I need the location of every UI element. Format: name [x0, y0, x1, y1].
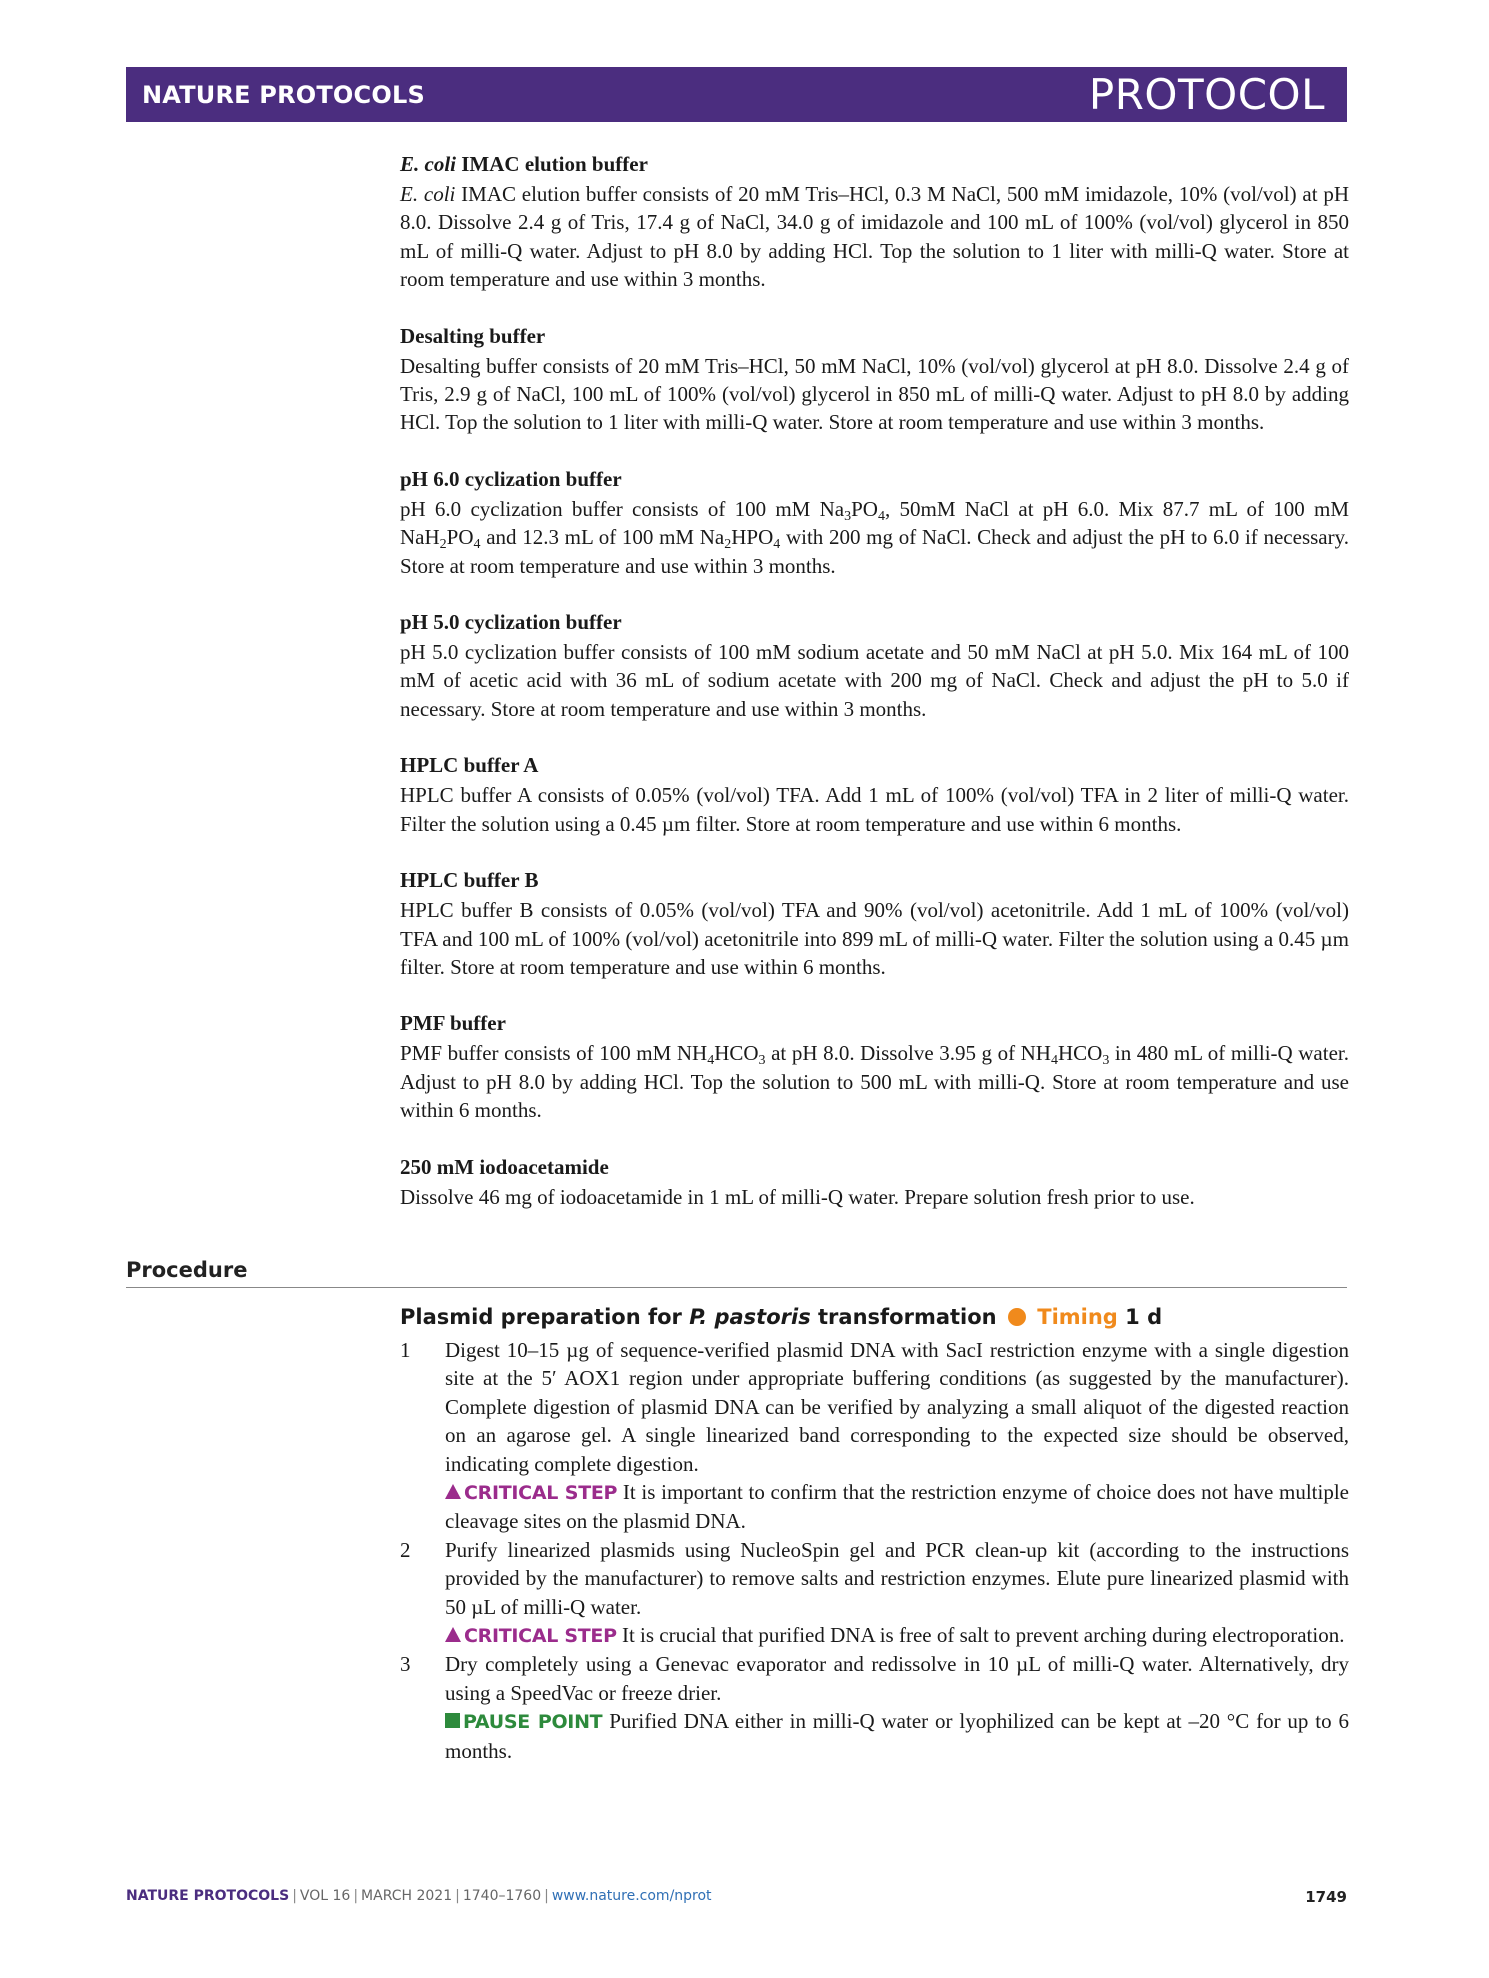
footer-url-link[interactable]: www.nature.com/nprot — [551, 1888, 712, 1904]
critical-note: CRITICAL STEP It is important to confirm that the restriction enzyme of choice does not have multiple cleavage sites on the plasmid DNA. — [445, 1480, 1349, 1534]
procedure-steps — [400, 1336, 1349, 1765]
journal-name: NATURE PROTOCOLS — [142, 80, 425, 109]
reagent-title: pH 5.0 cyclization buffer — [400, 610, 622, 635]
procedure-step — [400, 1650, 1349, 1765]
reagent-title: HPLC buffer A — [400, 753, 539, 778]
warning-triangle-icon — [445, 1627, 461, 1642]
journal-banner — [126, 67, 1347, 122]
article-type: PROTOCOL — [1088, 70, 1325, 119]
reagent-body: Dissolve 46 mg of iodoacetamide in 1 mL of milli-Q water. Prepare solution fresh prior to use. — [400, 1184, 1195, 1209]
reagent-body: E. coli IMAC elution buffer consists of 20 mM Tris–HCl, 0.3 M NaCl, 500 mM imidazole, 10% (vol/vol) at pH 8.0. Dissolve 2.4 g of Tris, 17.4 g of NaCl, 34.0 g of imidazole and 100 mL of 100% (vol/vol) glycerol in 850 mL of milli-Q water. Adjust to pH 8.0 by adding HCl. Top the solution to 1 liter with milli-Q water. Store at room temperature and use within 3 months. — [400, 182, 1349, 292]
reagent-item — [400, 1153, 1349, 1211]
reagent-item — [400, 150, 1349, 294]
reagent-item — [400, 608, 1349, 723]
warning-triangle-icon — [445, 1484, 461, 1499]
reagent-item — [400, 751, 1349, 838]
pause-note: PAUSE POINT Purified DNA either in milli-Q water or lyophilized can be kept at –20 °C for up to 6 months. — [445, 1709, 1349, 1763]
pause-square-icon — [445, 1713, 460, 1728]
reagent-title: E. coli IMAC elution buffer — [400, 152, 648, 176]
footer-date: MARCH 2021 — [361, 1888, 453, 1904]
timing-icon — [1008, 1308, 1026, 1326]
step-number: 2 — [400, 1537, 411, 1562]
reagent-setup — [400, 150, 1349, 1239]
footer-journal: NATURE PROTOCOLS — [126, 1888, 290, 1904]
reagent-body: pH 6.0 cyclization buffer consists of 100 mM $Na_3PO_4$, 50mM NaCl at pH 6.0. Mix 87.7 mL of 100 mM $NaH_2PO_4$ and 12.3 mL of 100 mM $Na_2HPO_4$ with 200 mg of NaCl. Check and adjust the pH to 6.0 if necessary. Store at room temperature and use within 3 months. — [400, 496, 1350, 578]
critical-note: CRITICAL STEP It is crucial that purified DNA is free of salt to prevent arching during electroporation. — [445, 1621, 1349, 1650]
timing-label: Timing — [1037, 1305, 1118, 1329]
footer-citation: NATURE PROTOCOLS | VOL 16 | MARCH 2021 | 1740–1760 | www.nature.com/nprot — [126, 1888, 712, 1904]
page-number: 1749 — [1305, 1888, 1347, 1906]
reagent-body: HPLC buffer B consists of 0.05% (vol/vol) TFA and 90% (vol/vol) acetonitrile. Add 1 mL of 100% (vol/vol) TFA and 100 mL of 100% (vol/vol) acetonitrile into 899 mL of milli-Q water. Filter the solution using a 0.45 µm filter. Store at room temperature and use within 6 months. — [400, 898, 1349, 979]
reagent-title: pH 6.0 cyclization buffer — [400, 466, 622, 491]
reagent-title: 250 mM iodoacetamide — [400, 1154, 609, 1179]
reagent-title: Desalting buffer — [400, 323, 546, 348]
timing-value: 1 d — [1125, 1305, 1163, 1329]
reagent-item — [400, 322, 1349, 437]
footer-volume: VOL 16 — [299, 1888, 351, 1904]
step-number: 1 — [400, 1338, 411, 1362]
step-text: Dry completely using a Genevac evaporator and redissolve in 10 µL of milli-Q water. Alternatively, dry using a SpeedVac or freeze drier. — [445, 1652, 1349, 1705]
subsection-title: Plasmid preparation for P. pastoris transformation Timing 1 d — [400, 1305, 1163, 1329]
procedure-step — [400, 1536, 1349, 1651]
footer-pages: 1740–1760 — [462, 1888, 542, 1904]
reagent-item — [400, 1009, 1349, 1124]
reagent-title: HPLC buffer B — [400, 868, 539, 893]
reagent-body: HPLC buffer A consists of 0.05% (vol/vol) TFA. Add 1 mL of 100% (vol/vol) TFA in 2 liter of milli-Q water. Filter the solution using a 0.45 µm filter. Store at room temperature and use within 6 months. — [400, 783, 1349, 836]
reagent-body: PMF buffer consists of 100 mM $NH_4HCO_3$ at pH 8.0. Dissolve 3.95 g of $NH_4HCO_3$ in 480 mL of milli-Q water. Adjust to pH 8.0 by adding HCl. Top the solution to 500 mL with milli-Q. Store at room temperature and use within 6 months. — [400, 1041, 1349, 1123]
step-text: Digest 10–15 µg of sequence-verified plasmid DNA with SacI restriction enzyme with a single digestion site at the 5′ AOX1 region under appropriate buffering conditions (as suggested by the manufacturer). Complete digestion of plasmid DNA can be verified by analyzing a small aliquot of the digested reaction on an agarose gel. A single linearized band corresponding to the expected size should be observed, indicating complete digestion. — [445, 1338, 1349, 1476]
reagent-title: PMF buffer — [400, 1011, 506, 1036]
step-text: Purify linearized plasmids using NucleoSpin gel and PCR clean-up kit (according to the instructions provided by the manufacturer) to remove salts and restriction enzymes. Elute pure linearized plasmid with 50 µL of milli-Q water. — [445, 1537, 1349, 1619]
procedure-heading: Procedure — [126, 1256, 1347, 1288]
reagent-body: Desalting buffer consists of 20 mM Tris–HCl, 50 mM NaCl, 10% (vol/vol) glycerol at pH 8.0. Dissolve 2.4 g of Tris, 2.9 g of NaCl, 100 mL of 100% (vol/vol) glycerol in 850 mL of milli-Q water. Adjust to pH 8.0 by adding HCl. Top the solution to 1 liter with milli-Q water. Store at room temperature and use within 3 months. — [400, 353, 1349, 435]
reagent-item — [400, 866, 1349, 981]
reagent-item — [400, 465, 1349, 580]
page-footer — [126, 1888, 1347, 1906]
procedure-step — [400, 1336, 1349, 1536]
step-number: 3 — [400, 1652, 411, 1677]
reagent-body: pH 5.0 cyclization buffer consists of 100 mM sodium acetate and 50 mM NaCl at pH 5.0. Mix 164 mL of 100 mM of acetic acid with 36 mL of sodium acetate with 200 mg of NaCl. Check and adjust the pH to 5.0 if necessary. Store at room temperature and use within 3 months. — [400, 640, 1349, 721]
